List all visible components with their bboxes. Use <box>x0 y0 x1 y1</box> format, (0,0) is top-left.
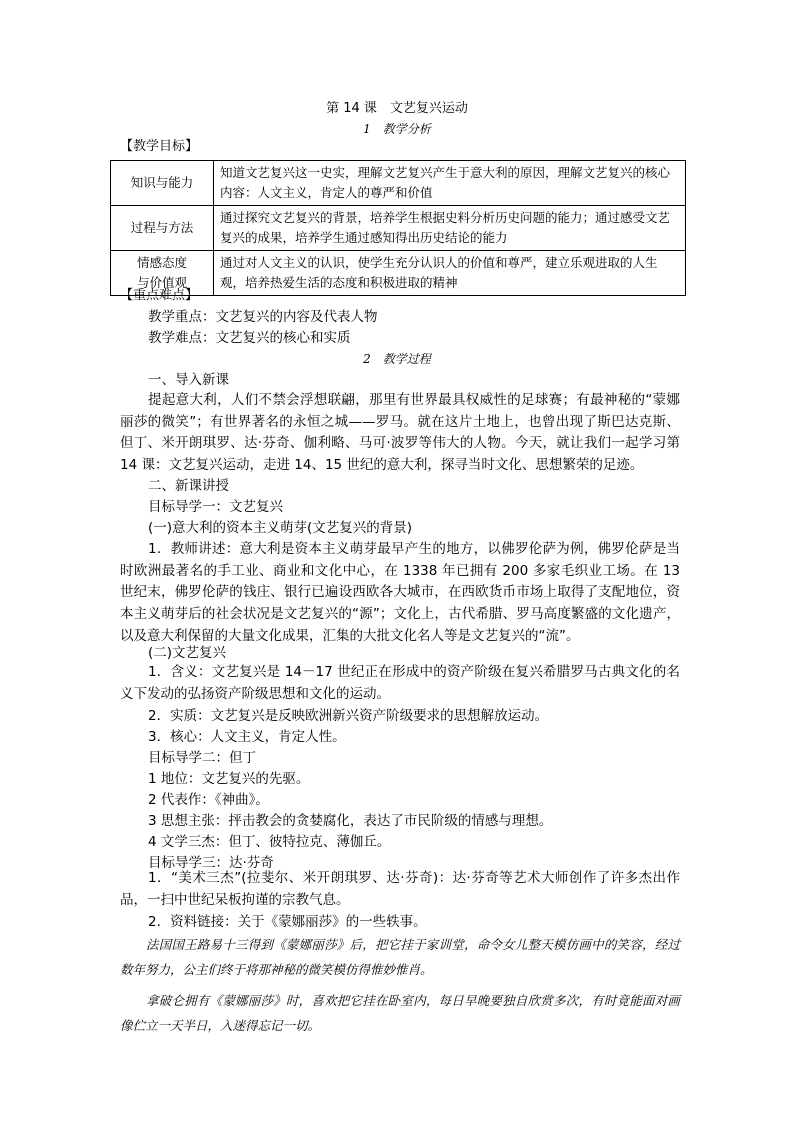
paragraph-essence: 2．实质：文艺复兴是反映欧洲新兴资产阶级要求的思想解放运动。 <box>148 708 549 724</box>
intro-paragraph: 提起意大利，人们不禁会浮想联翩，那里有世界最具权威性的足球赛；有最神秘的“蒙娜丽莎的微笑”；有世界著名的永恒之城——罗马。就在这片土地上，也曾出现了斯巴达克斯、但丁、米开朗琪罗、达·芬奇、伽利略、马可·波罗等伟大的人物。今天，就让我们一起学习第 14 课：文艺复兴运动，走进 14、15 世纪的意大利，探寻当时文化、思想繁荣的足迹。 <box>120 392 680 474</box>
objective-text: 通过探究文艺复兴的背景，培养学生根据史料分析历史问题的能力；通过感受文艺复兴的成果，培养学生通过感知得出历史结论的能力 <box>214 206 686 251</box>
key-points-heading: 【重点难点】 <box>120 288 199 303</box>
table-row <box>111 206 686 251</box>
table-row <box>111 161 686 206</box>
objectives-heading: 【教学目标】 <box>120 139 199 154</box>
difficult-point: 教学难点：文艺复兴的核心和实质 <box>148 330 351 346</box>
new-lesson-heading: 二、新课讲授 <box>148 478 229 494</box>
anecdote-napoleon: 拿破仑拥有《蒙娜丽莎》时，喜欢把它挂在卧室内，每日早晚要独自欣赏多次，有时竟能面对画像伫立一天半日，入迷得忘记一切。 <box>120 993 680 1033</box>
paragraph-background: 1．教师讲述：意大利是资本主义萌芽最早产生的地方，以佛罗伦萨为例，佛罗伦萨是当时欧洲最著名的手工业、商业和文化中心，在 1338 年已拥有 200 多家毛织业工场。在 13 世纪末，佛罗伦萨的钱庄、银行已遍设西欧各大城市，在西欧货币市场上取得了支配地位，资本主义萌芽后的社会状况是文艺复兴的“源”；文化上，古代希腊、罗马高度繁盛的文化遗产，以及意大利保留的大量文化成果，汇集的大批文化名人等是文艺复兴的“流”。 <box>120 541 680 644</box>
dante-item-4: 4 文学三杰：但丁、彼特拉克、薄伽丘。 <box>148 834 391 850</box>
dante-item-3: 3 思想主张：抨击教会的贪婪腐化，表达了市民阶级的情感与理想。 <box>148 813 553 829</box>
intro-heading: 一、导入新课 <box>148 372 229 388</box>
davinci-item-2: 2．资料链接：关于《蒙娜丽莎》的一些轶事。 <box>148 914 427 930</box>
goal-heading-2: 目标导学二：但丁 <box>148 750 256 766</box>
objective-key: 过程与方法 <box>111 206 214 251</box>
anecdote-louis: 法国国王路易十三得到《蒙娜丽莎》后，把它挂于家训堂，命令女儿整天模仿画中的笑容，经过数年努力，公主们终于将那神秘的微笑模仿得惟妙惟肖。 <box>120 937 680 977</box>
objective-text: 通过对人文主义的认识，使学生充分认识人的价值和尊严，建立乐观进取的人生观，培养热爱生活的态度和积极进取的精神 <box>214 251 686 296</box>
subheading-background: (一)意大利的资本主义萌芽(文艺复兴的背景) <box>148 520 413 536</box>
subheading-renaissance: (二)文艺复兴 <box>148 645 227 661</box>
paragraph-core: 3．核心：人文主义，肯定人性。 <box>148 729 346 745</box>
objective-key: 知识与能力 <box>111 161 214 206</box>
paragraph-meaning: 1．含义：文艺复兴是 14－17 世纪正在形成中的资产阶级在复兴希腊罗马古典文化的名义下发动的弘扬资产阶级思想和文化的运动。 <box>120 664 680 702</box>
dante-item-1: 1 地位：文艺复兴的先驱。 <box>148 771 310 787</box>
lesson-title: 第 14 课 文艺复兴运动 <box>326 101 468 116</box>
objective-text: 知道文艺复兴这一史实，理解文艺复兴产生于意大利的原因，理解文艺复兴的核心内容：人文主义，肯定人的尊严和价值 <box>214 161 686 206</box>
davinci-item-1: 1．“美术三杰”(拉斐尔、米开朗琪罗、达·芬奇)：达·芬奇等艺术大师创作了许多杰出作品，一扫中世纪呆板拘谨的宗教气息。 <box>120 870 680 908</box>
goal-heading-1: 目标导学一：文艺复兴 <box>148 499 283 515</box>
section-heading-process: 2 教学过程 <box>363 352 431 366</box>
goal-heading-3: 目标导学三：达·芬奇 <box>148 855 274 871</box>
key-point: 教学重点：文艺复兴的内容及代表人物 <box>148 309 378 325</box>
objective-key: 情感态度 与价值观 <box>111 251 214 296</box>
section-heading-analysis: 1 教学分析 <box>363 122 431 136</box>
objectives-table <box>110 160 686 296</box>
dante-item-2: 2 代表作：《神曲》。 <box>148 792 269 808</box>
